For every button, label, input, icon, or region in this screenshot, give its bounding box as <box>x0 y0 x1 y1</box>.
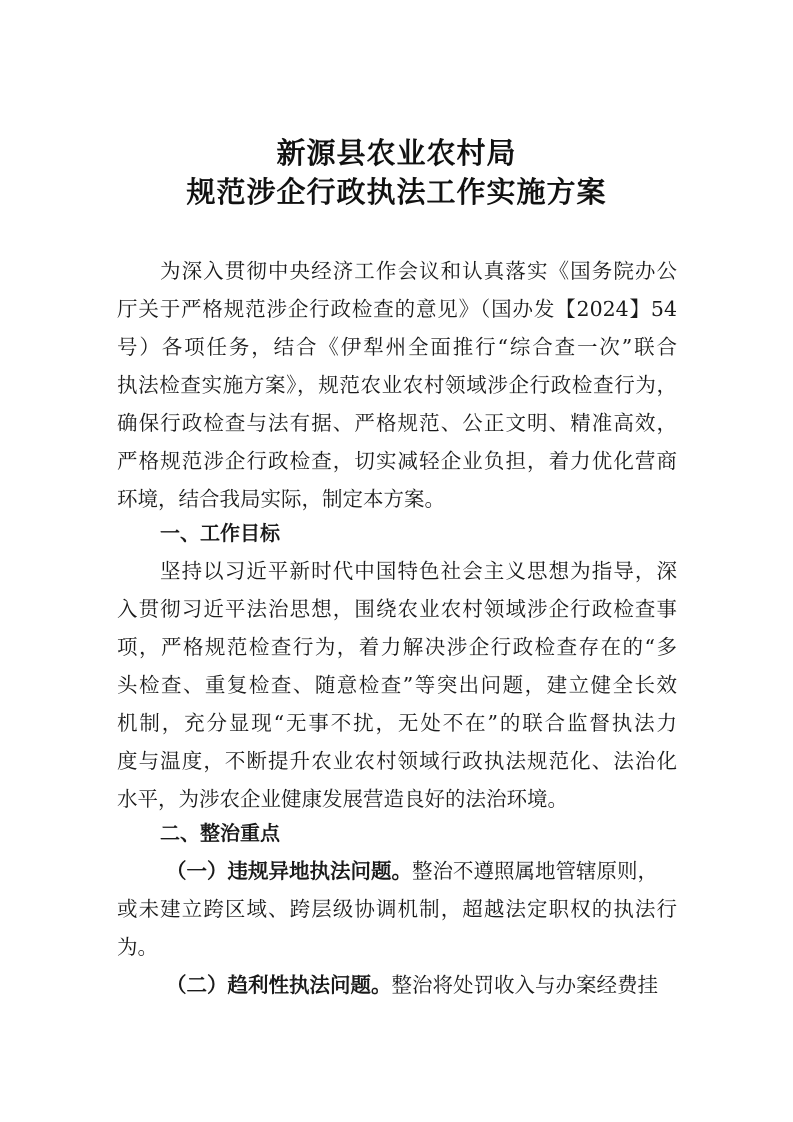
section-heading-focus: 二、整治重点 <box>160 821 280 845</box>
item2-text: 整治将处罚收入与办案经费挂 <box>391 973 658 997</box>
document-title-line1: 新源县农业农村局 <box>276 136 517 170</box>
item1-line: 或未建立跨区域、跨层级协调机制，超越法定职权的执法行 <box>117 897 677 921</box>
intro-line: 厅关于严格规范涉企行政检查的意见》（国办发【2024】54 <box>117 297 677 321</box>
section-heading-goals: 一、工作目标 <box>160 521 280 545</box>
intro-line: 为深入贯彻中央经济工作会议和认真落实《国务院办公 <box>160 259 677 283</box>
section1-line: 头检查、重复检查、随意检查”等突出问题，建立健全长效 <box>117 673 677 697</box>
intro-line: 环境，结合我局实际，制定本方案。 <box>117 487 445 511</box>
item2-lead: （二）趋利性执法问题。 <box>166 973 392 997</box>
section1-line: 水平，为涉农企业健康发展营造良好的法治环境。 <box>117 787 568 811</box>
intro-line: 号）各项任务，结合《伊犁州全面推行“综合查一次”联合 <box>117 335 677 359</box>
item2-first-line <box>166 966 677 1004</box>
item1-lead: （一）违规异地执法问题。 <box>166 859 412 883</box>
item1-line: 为。 <box>117 935 158 959</box>
section1-line: 项，严格规范检查行为，着力解决涉企行政检查存在的“多 <box>117 635 677 659</box>
item1-first-line <box>166 852 677 890</box>
section1-line: 度与温度，不断提升农业农村领域行政执法规范化、法治化 <box>117 749 677 773</box>
document-title-line2: 规范涉企行政执法工作实施方案 <box>186 175 607 209</box>
item1-text: 整治不遵照属地管辖原则， <box>412 859 658 883</box>
section1-line: 坚持以习近平新时代中国特色社会主义思想为指导，深 <box>160 559 677 583</box>
intro-line: 确保行政检查与法有据、严格规范、公正文明、精准高效， <box>117 411 677 435</box>
section1-line: 入贯彻习近平法治思想，围绕农业农村领域涉企行政检查事 <box>117 597 677 621</box>
intro-line: 严格规范涉企行政检查，切实减轻企业负担，着力优化营商 <box>117 449 677 473</box>
section1-line: 机制，充分显现“无事不扰，无处不在”的联合监督执法力 <box>117 711 677 735</box>
intro-line: 执法检查实施方案》，规范农业农村领域涉企行政检查行为， <box>117 373 677 397</box>
